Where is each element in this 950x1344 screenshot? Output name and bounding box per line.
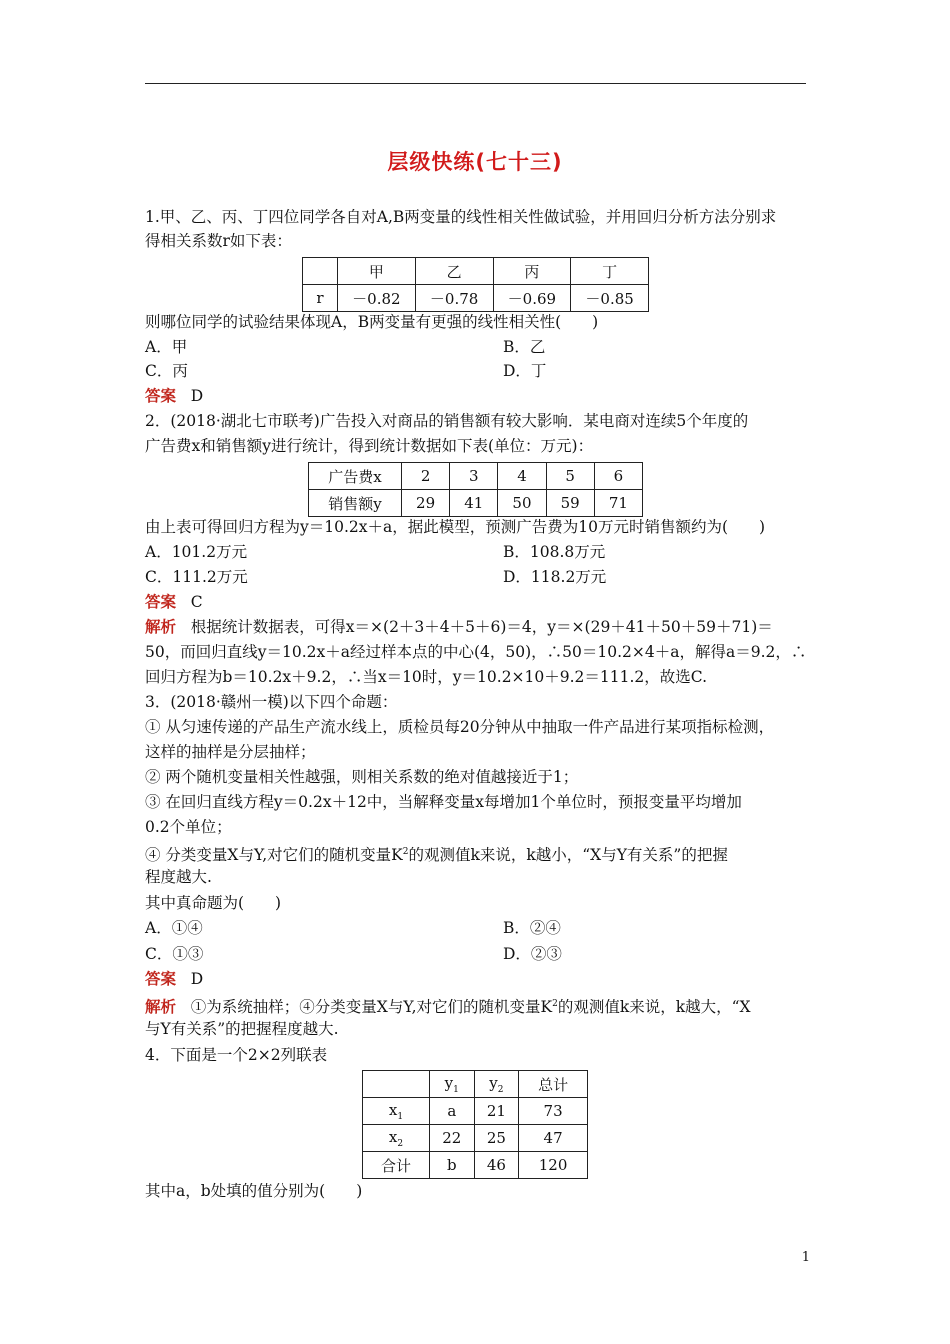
table-cell (303, 258, 338, 285)
q3-option-d: D．②③ (503, 945, 562, 963)
q3-proposition-2: ② 两个随机变量相关性越强，则相关系数的绝对值越接近于1； (145, 768, 579, 786)
table-cell: 47 (519, 1125, 588, 1152)
q1-option-a: A．甲 (145, 338, 188, 356)
q3-proposition-4a (145, 840, 728, 867)
table-cell: 21 (474, 1098, 519, 1125)
q4-stem: 4．下面是一个2×2列联表 (145, 1046, 328, 1064)
q2-analysis-line1 (145, 615, 773, 639)
table-cell: 丙 (493, 258, 571, 285)
table-cell: 73 (519, 1098, 588, 1125)
page-title: 层级快练(七十三) (387, 150, 563, 174)
table-cell: 29 (402, 490, 450, 517)
header-rule (145, 83, 806, 84)
table-cell: 50 (498, 490, 546, 517)
analysis-label: 解析 (145, 618, 177, 636)
q1-stem-line2: 得相关系数r如下表： (145, 232, 292, 250)
table-cell: 4 (498, 463, 546, 490)
q2-table (308, 462, 643, 517)
subscript: 1 (397, 1111, 404, 1122)
table-cell: 销售额y (309, 490, 402, 517)
table-cell: 120 (519, 1152, 588, 1179)
table-cell: 59 (546, 490, 594, 517)
q3-question: 其中真命题为( ) (145, 894, 282, 912)
answer-value: D (190, 387, 204, 405)
subscript: 1 (453, 1084, 459, 1095)
answer-value: C (190, 593, 203, 611)
table-cell: 甲 (338, 258, 416, 285)
q2-stem-line2: 广告费x和销售额y进行统计，得到统计数据如下表(单位：万元)： (145, 437, 594, 455)
text-segment: y (489, 1073, 498, 1092)
table-cell: －0.82 (338, 285, 416, 312)
answer-label: 答案 (145, 593, 177, 611)
q3-analysis-line2: 与Y有关系”的把握程度越大. (145, 1020, 339, 1038)
table-cell: 广告费x (309, 463, 402, 490)
subscript: 2 (497, 1084, 504, 1095)
table-cell: r (303, 285, 338, 312)
table-cell (474, 1071, 519, 1098)
table-cell: 6 (594, 463, 642, 490)
q2-option-c: C．111.2万元 (145, 568, 248, 586)
subscript: 2 (397, 1138, 404, 1149)
text-segment: ①为系统抽样；④分类变量X与Y,对它们的随机变量K (190, 998, 553, 1017)
q3-option-b: B．②④ (503, 919, 561, 937)
q3-stem: 3．(2018·赣州一模)以下四个命题： (145, 693, 398, 711)
table-cell: a (430, 1098, 475, 1125)
table-cell: 25 (474, 1125, 519, 1152)
q1-question: 则哪位同学的试验结果体现A，B两变量有更强的线性相关性( ) (145, 313, 599, 331)
q1-table (302, 257, 649, 312)
table-cell: －0.78 (415, 285, 493, 312)
table-cell: 22 (430, 1125, 475, 1152)
table-cell: 46 (474, 1152, 519, 1179)
table-cell: 合计 (363, 1152, 430, 1179)
q3-option-c: C．①③ (145, 945, 204, 963)
analysis-label: 解析 (145, 998, 177, 1017)
table-cell: 乙 (415, 258, 493, 285)
q1-stem-line1: 1.甲、乙、丙、丁四位同学各自对A,B两变量的线性相关性做试验，并用回归分析方法分别求 (145, 208, 777, 226)
q1-option-c: C．丙 (145, 362, 188, 380)
q4-question: 其中a，b处填的值分别为( ) (145, 1182, 363, 1200)
q3-answer (145, 967, 203, 991)
analysis-text: 根据统计数据表，可得x＝×(2＋3＋4＋5＋6)＝4，y＝×(29＋41＋50＋59＋71)＝ (190, 618, 773, 636)
table-cell (430, 1071, 475, 1098)
table-cell (363, 1071, 430, 1098)
table-cell: 总计 (519, 1071, 588, 1098)
text-segment: x (388, 1100, 398, 1119)
table-cell: 5 (546, 463, 594, 490)
table-cell: －0.85 (571, 285, 649, 312)
q4-table (362, 1070, 588, 1179)
text-segment: x (388, 1127, 398, 1146)
q3-proposition-3b: 0.2个单位； (145, 818, 232, 836)
q2-question: 由上表可得回归方程为y＝10.2x＋a，据此模型，预测广告费为10万元时销售额约为( ) (145, 518, 766, 536)
text-segment: 的观测值k来说，k越小，“X与Y有关系”的把握 (408, 846, 728, 865)
table-cell (363, 1125, 430, 1152)
answer-label: 答案 (145, 970, 177, 988)
q3-proposition-3a: ③ 在回归直线方程y＝0.2x＋12中，当解释变量x每增加1个单位时，预报变量平均增加 (145, 793, 742, 811)
table-cell: －0.69 (493, 285, 571, 312)
table-cell: b (430, 1152, 475, 1179)
q3-analysis-line1 (145, 992, 751, 1019)
table-cell: 3 (450, 463, 498, 490)
superscript: 2 (402, 847, 409, 857)
q2-stem-line1: 2．(2018·湖北七市联考)广告投入对商品的销售额有较大影响．某电商对连续5个年度的 (145, 412, 749, 430)
q3-proposition-1a: ① 从匀速传递的产品生产流水线上，质检员每20分钟从中抽取一件产品进行某项指标检测， (145, 718, 775, 736)
q2-answer (145, 590, 203, 614)
q3-proposition-4b: 程度越大. (145, 868, 212, 886)
q3-option-a: A．①④ (145, 919, 203, 937)
table-cell: 丁 (571, 258, 649, 285)
q2-option-d: D．118.2万元 (503, 568, 607, 586)
table-cell: 71 (594, 490, 642, 517)
q3-proposition-1b: 这样的抽样是分层抽样； (145, 743, 316, 761)
page-number: 1 (801, 1250, 810, 1265)
q1-answer (145, 384, 203, 408)
table-cell (363, 1098, 430, 1125)
q2-analysis-line2: 50，而回归直线y＝10.2x＋a经过样本点的中心(4，50)，∴50＝10.2×4＋a，解得a＝9.2，∴ (145, 643, 807, 661)
text-segment: y (444, 1073, 454, 1092)
q2-option-b: B．108.8万元 (503, 543, 606, 561)
q2-option-a: A．101.2万元 (145, 543, 248, 561)
text-segment: 的观测值k来说，k越大，“X (557, 998, 751, 1017)
answer-label: 答案 (145, 387, 177, 405)
answer-value: D (190, 970, 204, 988)
q1-option-d: D．丁 (503, 362, 547, 380)
table-cell: 2 (402, 463, 450, 490)
superscript: 2 (552, 999, 558, 1009)
q2-analysis-line3: 回归方程为b＝10.2x＋9.2，∴当x＝10时，y＝10.2×10＋9.2＝111.2，故选C. (145, 668, 708, 686)
q1-option-b: B．乙 (503, 338, 546, 356)
table-cell: 41 (450, 490, 498, 517)
text-segment: ④ 分类变量X与Y,对它们的随机变量K (145, 846, 403, 865)
